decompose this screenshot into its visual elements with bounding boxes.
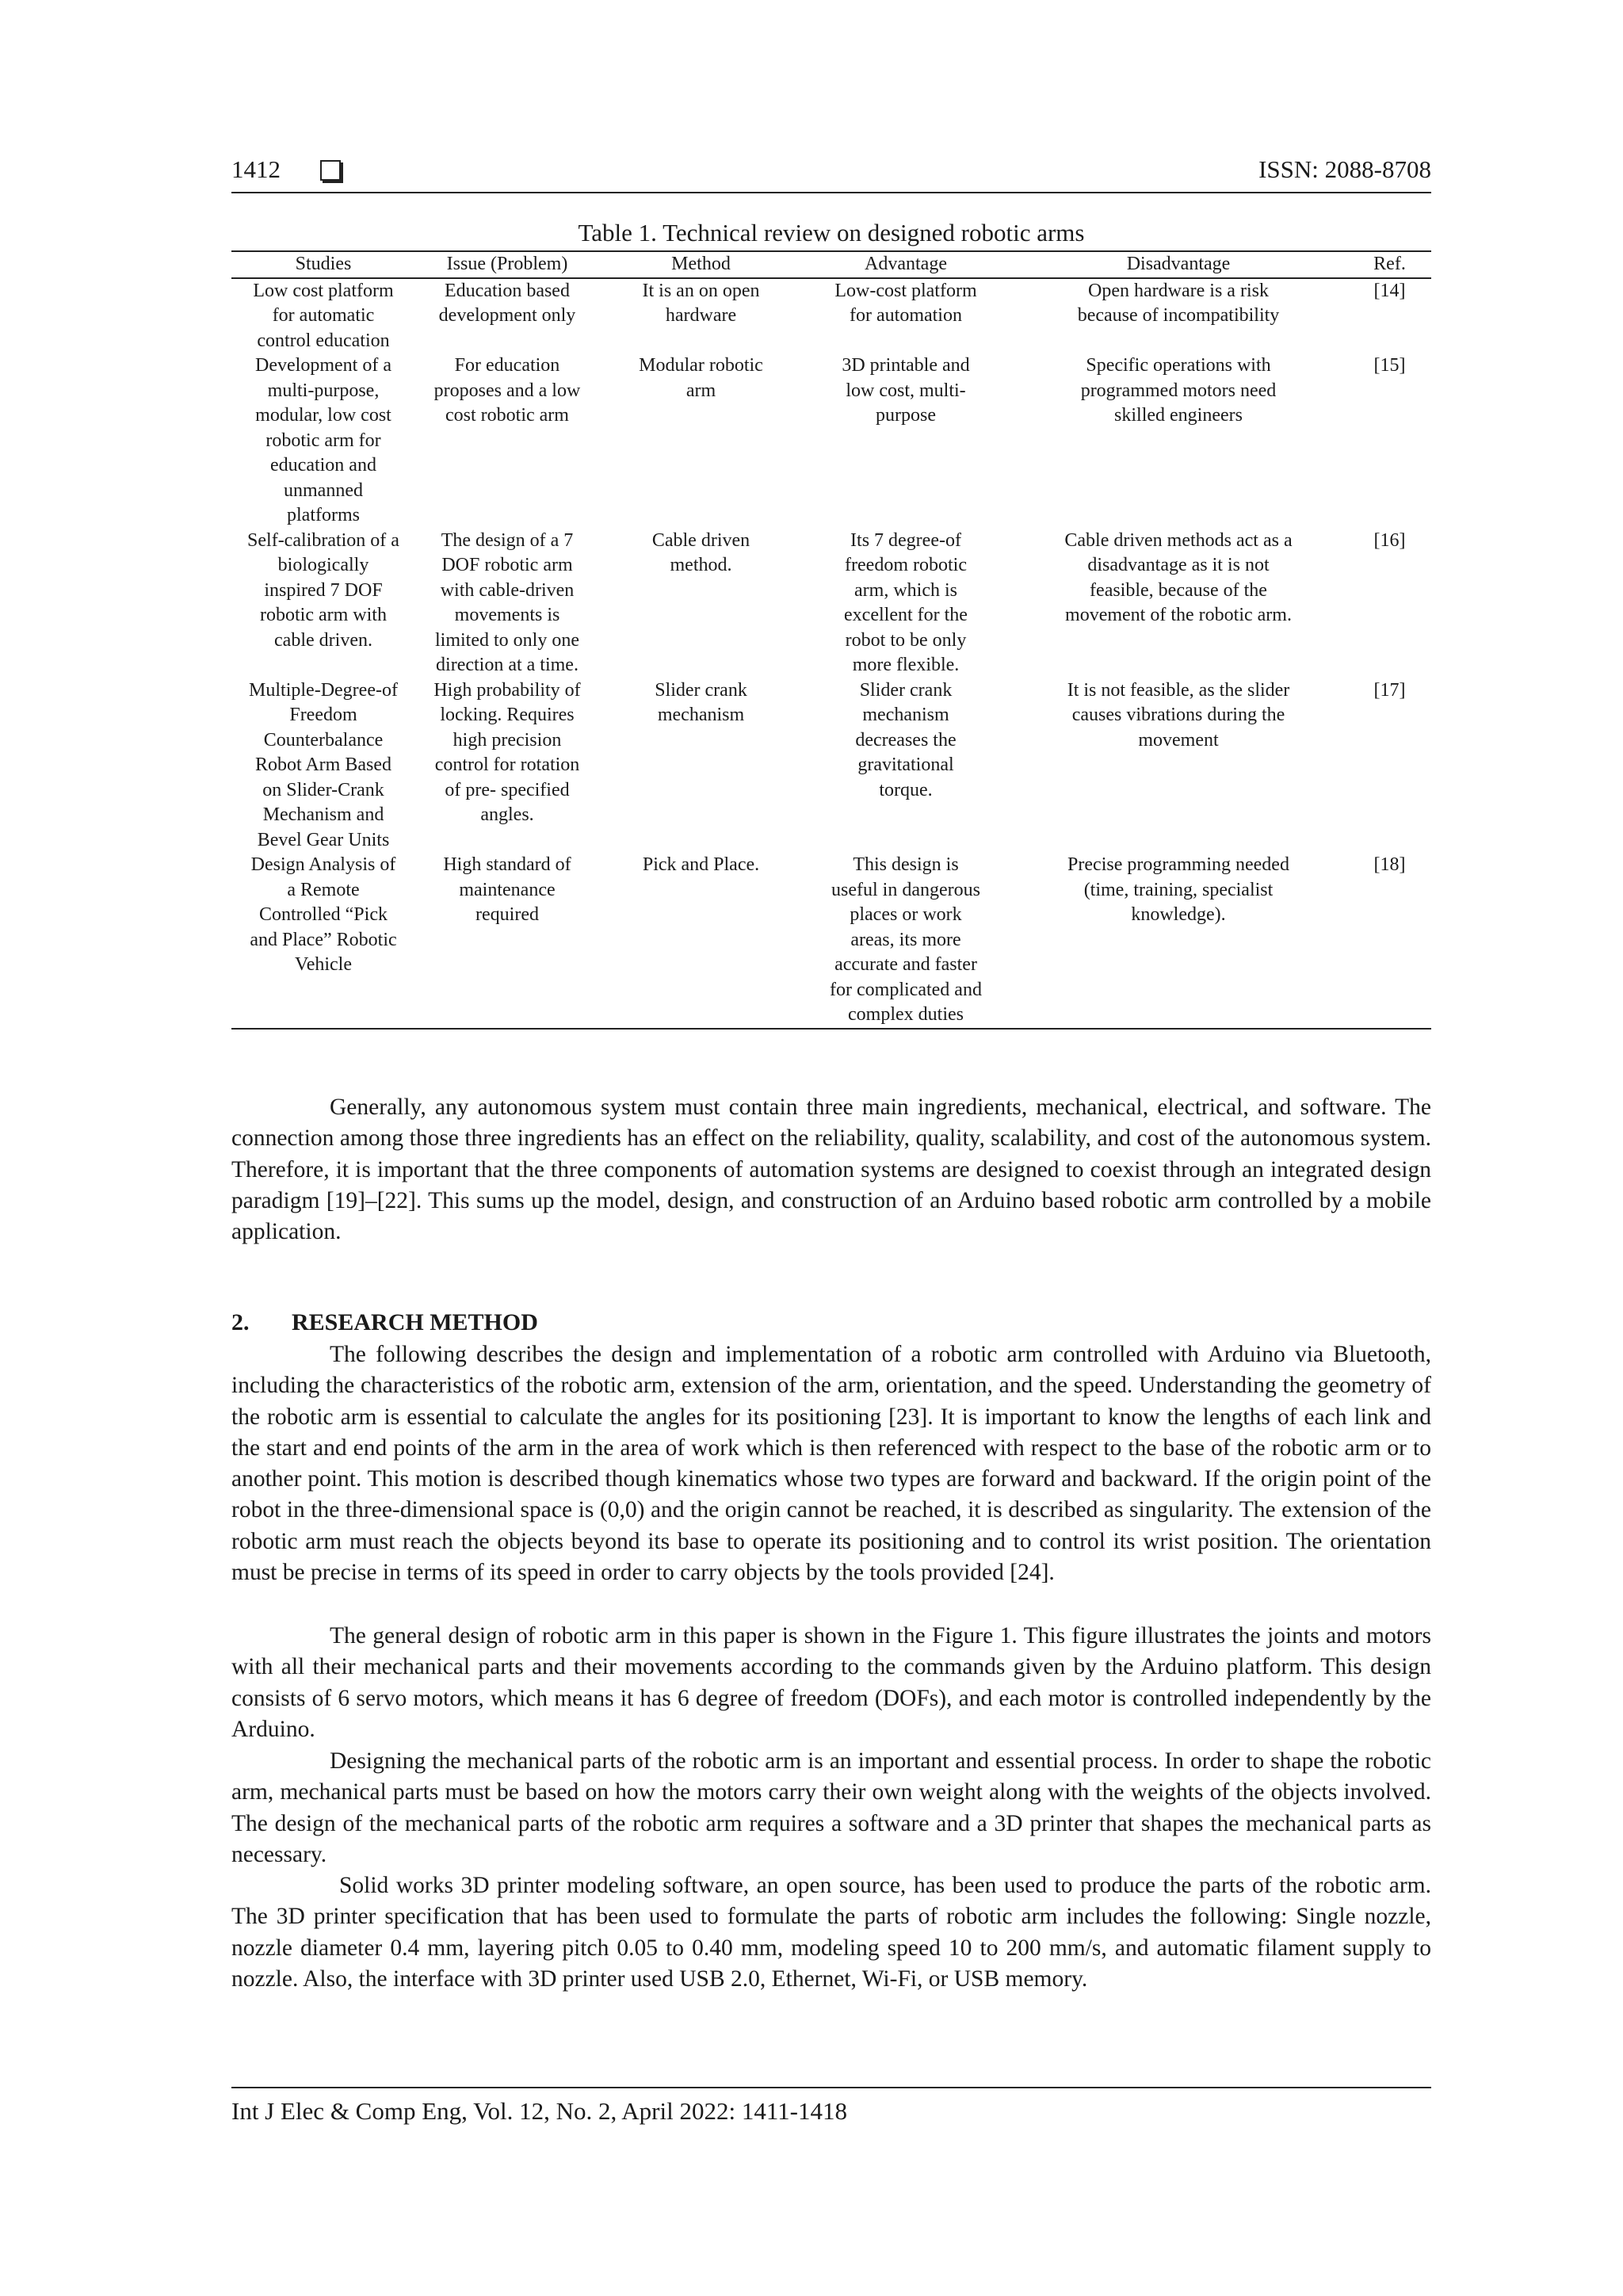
- cell-line: Slider crank: [859, 679, 953, 701]
- cell-line: limited to only one: [435, 629, 579, 651]
- table-cell-method: [599, 678, 803, 854]
- cell-line: feasible, because of the: [1090, 579, 1267, 601]
- cell-line: This design is: [853, 854, 959, 875]
- cell-line: Education based: [445, 280, 570, 301]
- cell-line: direction at a time.: [436, 655, 579, 675]
- cell-line: causes vibrations during the: [1071, 705, 1285, 725]
- table-cell-ref: [17]: [1373, 679, 1406, 701]
- cell-line: places or work: [850, 904, 962, 925]
- cell-line: movement: [1138, 729, 1219, 751]
- page-header: [231, 155, 1431, 197]
- cell-line: modular, low cost: [255, 405, 391, 426]
- body-paragraph: [231, 1746, 1431, 1870]
- cell-line: of pre- specified: [445, 779, 570, 800]
- table-cell-advantage: [803, 529, 1009, 678]
- body-paragraph: [231, 1621, 1431, 1745]
- table-cell-ref: [18]: [1348, 853, 1431, 1029]
- cell-line: Modular robotic: [639, 355, 763, 376]
- cell-line: maintenance: [459, 879, 556, 900]
- column-header: Ref.: [1348, 251, 1431, 278]
- table-cell-ref: [14]: [1373, 280, 1406, 301]
- cell-line: because of incompatibility: [1077, 305, 1280, 326]
- table-cell-method: [599, 353, 803, 529]
- issn: ISSN: 2088-8708: [1258, 155, 1431, 183]
- body-paragraph-text: The general design of robotic arm in this paper is shown in the Figure 1. This figure illustrates the joints and motors with all their mechanical parts and their movements according to the commands given by the Arduino platform. This design consists of 6 servo motors, which means it has 6 degree of freedom (DOFs), and each motor is controlled independently by the Arduino.: [231, 1623, 1431, 1742]
- cell-line: high precision: [453, 729, 562, 751]
- cell-line: torque.: [879, 779, 933, 800]
- table-row: [231, 278, 1431, 354]
- cell-line: movement of the robotic arm.: [1065, 605, 1292, 625]
- cell-line: Its 7 degree-of: [850, 529, 961, 551]
- table-cell-advantage: [803, 278, 1009, 354]
- table-caption: Table 1. Technical review on designed robotic arms: [578, 219, 1085, 246]
- table-cell-disadvantage: [1009, 353, 1348, 529]
- cell-line: Mechanism and: [262, 804, 384, 825]
- footer-citation: Int J Elec & Comp Eng, Vol. 12, No. 2, April 2022: 1411-1418: [231, 2097, 847, 2125]
- cell-line: control for rotation: [434, 755, 580, 775]
- column-header: Method: [599, 251, 803, 278]
- cell-line: Development of a: [255, 355, 391, 376]
- cell-line: for complicated and: [830, 979, 982, 1000]
- section-number: 2.: [231, 1309, 250, 1335]
- cell-line: more flexible.: [852, 655, 960, 675]
- table-cell-disadvantage: [1009, 278, 1348, 354]
- cell-line: areas, its more: [850, 929, 961, 950]
- column-header: Studies: [231, 251, 415, 278]
- table-row: [231, 353, 1431, 529]
- cell-line: excellent for the: [844, 605, 968, 625]
- table-cell-issue: [415, 529, 599, 678]
- section-title: RESEARCH METHOD: [292, 1309, 538, 1335]
- cell-line: Cable driven methods act as a: [1064, 529, 1293, 551]
- cell-line: mechanism: [862, 705, 949, 725]
- header-rule: [231, 192, 1431, 193]
- cell-line: complex duties: [848, 1004, 964, 1025]
- intro-paragraph-text: Generally, any autonomous system must contain three main ingredients, mechanical, electrical, and software. The connection among those three ingredients has an effect on the reliability, quality, scalability, and cost of the autonomous system. Therefore, it is important that the three components of automation systems are designed to coexist through an integrated design paradigm [19]–[22]. This sums up the model, design, and construction of an Arduino based robotic arm controlled by a mobile application.: [231, 1095, 1431, 1245]
- cell-line: Precise programming needed: [1067, 854, 1289, 875]
- cell-line: and Place” Robotic: [250, 929, 397, 950]
- table-row: [231, 678, 1431, 854]
- cell-line: inspired 7 DOF: [264, 579, 383, 601]
- cell-line: useful in dangerous: [831, 879, 980, 900]
- cell-line: For education: [454, 355, 560, 376]
- table-cell-disadvantage: [1009, 678, 1348, 854]
- body-paragraph: [231, 1339, 1431, 1588]
- cell-line: unmanned: [284, 479, 363, 501]
- table-cell-advantage: [803, 678, 1009, 854]
- cell-line: biologically: [277, 555, 369, 575]
- cell-line: on Slider-Crank: [262, 779, 384, 800]
- page-number: 1412: [231, 155, 281, 183]
- table-row: [231, 853, 1431, 1029]
- cell-line: skilled engineers: [1114, 405, 1243, 426]
- table-cell-issue: [415, 853, 599, 1029]
- body-paragraph-text: The following describes the design and implementation of a robotic arm controlled with Arduino via Bluetooth, including the characteristics of the robotic arm, extension of the arm, orientation, and the speed. Understanding the geometry of the robotic arm is essential to calculate the angles for its positioning [23]. It is important to know the lengths of each link and the start and end points of the arm in the area of work which is then referenced with respect to the base of the robotic arm or to another point. This motion is described though kinematics whose two types are forward and backward. If the origin point of the robot in the three-dimensional space is (0,0) and the origin cannot be reached, it is described as singularity. The extension of the robotic arm must reach the objects beyond its base to operate its positioning and to control its wrist position. The orientation must be precise in terms of its speed in order to carry objects by the tools provided [24].: [231, 1342, 1431, 1586]
- cell-line: multi-purpose,: [267, 380, 380, 401]
- cell-line: Low-cost platform: [834, 280, 977, 301]
- table-cell-studies: [231, 853, 415, 1029]
- cell-line: freedom robotic: [845, 555, 967, 575]
- cell-line: with cable-driven: [440, 579, 575, 601]
- cell-line: robotic arm with: [260, 605, 387, 625]
- table-cell-studies: [231, 529, 415, 678]
- cell-line: It is not feasible, as the slider: [1067, 679, 1290, 701]
- column-header: Disadvantage: [1009, 251, 1348, 278]
- cell-line: education and: [270, 455, 376, 476]
- table-cell-ref: [16]: [1373, 529, 1406, 551]
- column-header: Advantage: [803, 251, 1009, 278]
- table-cell-issue: [415, 353, 599, 529]
- table-cell-issue: [415, 678, 599, 854]
- cell-line: The design of a 7: [441, 529, 574, 551]
- cell-line: Pick and Place.: [642, 854, 760, 875]
- cell-line: development only: [438, 305, 576, 326]
- cell-line: Freedom: [289, 705, 357, 725]
- cell-line: movements is: [454, 605, 560, 625]
- table-cell-disadvantage: [1009, 529, 1348, 678]
- cell-line: DOF robotic arm: [441, 555, 573, 575]
- cell-line: robot to be only: [845, 629, 967, 651]
- cell-line: Robot Arm Based: [255, 755, 391, 775]
- cell-line: disadvantage as it is not: [1087, 555, 1270, 575]
- cell-line: It is an on open: [642, 280, 760, 301]
- table-cell-ref: [15]: [1373, 355, 1406, 376]
- cell-line: hardware: [665, 305, 737, 326]
- cell-line: Self-calibration of a: [247, 529, 399, 551]
- column-header: Issue (Problem): [415, 251, 599, 278]
- cell-line: Specific operations with: [1086, 355, 1271, 376]
- cell-line: 3D printable and: [842, 355, 970, 376]
- cell-line: robotic arm for: [265, 430, 381, 451]
- body-paragraph-text: Solid works 3D printer modeling software, an open source, has been used to produce the parts of the robotic arm. The 3D printer specification that has been used to formulate the parts of robotic arm includes the following: Single nozzle, nozzle diameter 0.4 mm, layering pitch 0.05 to 0.40 mm, modeling speed 10 to 200 mm/s, and automatic filament supply to nozzle. Also, the interface with 3D printer used USB 2.0, Ethernet, Wi-Fi, or USB memory.: [231, 1873, 1431, 1992]
- cell-line: low cost, multi-: [846, 380, 966, 401]
- cell-line: method.: [670, 555, 732, 575]
- cell-line: Design Analysis of: [250, 854, 396, 875]
- cell-line: gravitational: [857, 755, 954, 775]
- cell-line: Low cost platform: [253, 280, 394, 301]
- cell-line: a Remote: [287, 879, 360, 900]
- cell-line: arm: [685, 380, 716, 401]
- cell-line: for automation: [850, 305, 962, 326]
- cell-line: programmed motors need: [1080, 380, 1277, 401]
- table-header-row: [231, 251, 1431, 278]
- table-cell-disadvantage: [1009, 853, 1348, 1029]
- cell-line: (time, training, specialist: [1083, 879, 1274, 900]
- footer-rule: [231, 2087, 1431, 2088]
- cell-line: control education: [257, 330, 390, 351]
- table-cell-method: [599, 278, 803, 354]
- cell-line: High standard of: [443, 854, 571, 875]
- review-table: [231, 250, 1431, 1030]
- table-cell-method: [599, 853, 803, 1029]
- table-cell-studies: [231, 353, 415, 529]
- cell-line: locking. Requires: [440, 705, 575, 725]
- body-paragraph-text: Designing the mechanical parts of the robotic arm is an important and essential process. In order to shape the robotic arm, mechanical parts must be based on how the motors carry their own weight along with the weights of the objects involved. The design of the mechanical parts of the robotic arm requires a software and a 3D printer that shapes the mechanical parts as necessary.: [231, 1748, 1431, 1867]
- cell-line: proposes and a low: [433, 380, 581, 401]
- cell-line: Counterbalance: [263, 729, 384, 751]
- cell-line: for automatic: [272, 305, 375, 326]
- table-row: [231, 529, 1431, 678]
- cell-line: platforms: [287, 505, 360, 525]
- cell-line: Bevel Gear Units: [257, 829, 390, 850]
- table-cell-method: [599, 529, 803, 678]
- cell-line: Multiple-Degree-of: [249, 679, 398, 701]
- cell-line: decreases the: [855, 729, 957, 751]
- cell-line: accurate and faster: [834, 954, 977, 975]
- table-cell-advantage: [803, 853, 1009, 1029]
- cell-line: Open hardware is a risk: [1088, 280, 1269, 301]
- cell-line: Slider crank: [655, 679, 747, 701]
- body-paragraph: [231, 1870, 1431, 1995]
- table-cell-advantage: [803, 353, 1009, 529]
- cell-line: Cable driven: [651, 529, 750, 551]
- table-cell-studies: [231, 278, 415, 354]
- cell-line: required: [475, 904, 539, 925]
- cell-line: High probability of: [433, 679, 581, 701]
- square-bullet-icon: [320, 160, 341, 181]
- cell-line: cost robotic arm: [445, 405, 569, 426]
- cell-line: cable driven.: [274, 629, 372, 651]
- cell-line: purpose: [876, 405, 936, 426]
- cell-line: Controlled “Pick: [259, 904, 388, 925]
- cell-line: Vehicle: [295, 954, 352, 975]
- intro-paragraph: [231, 1092, 1431, 1247]
- cell-line: angles.: [480, 804, 534, 825]
- table-cell-studies: [231, 678, 415, 854]
- table-cell-issue: [415, 278, 599, 354]
- cell-line: knowledge).: [1131, 904, 1226, 925]
- cell-line: arm, which is: [854, 579, 957, 601]
- section-heading: [231, 1309, 538, 1336]
- cell-line: mechanism: [657, 705, 745, 725]
